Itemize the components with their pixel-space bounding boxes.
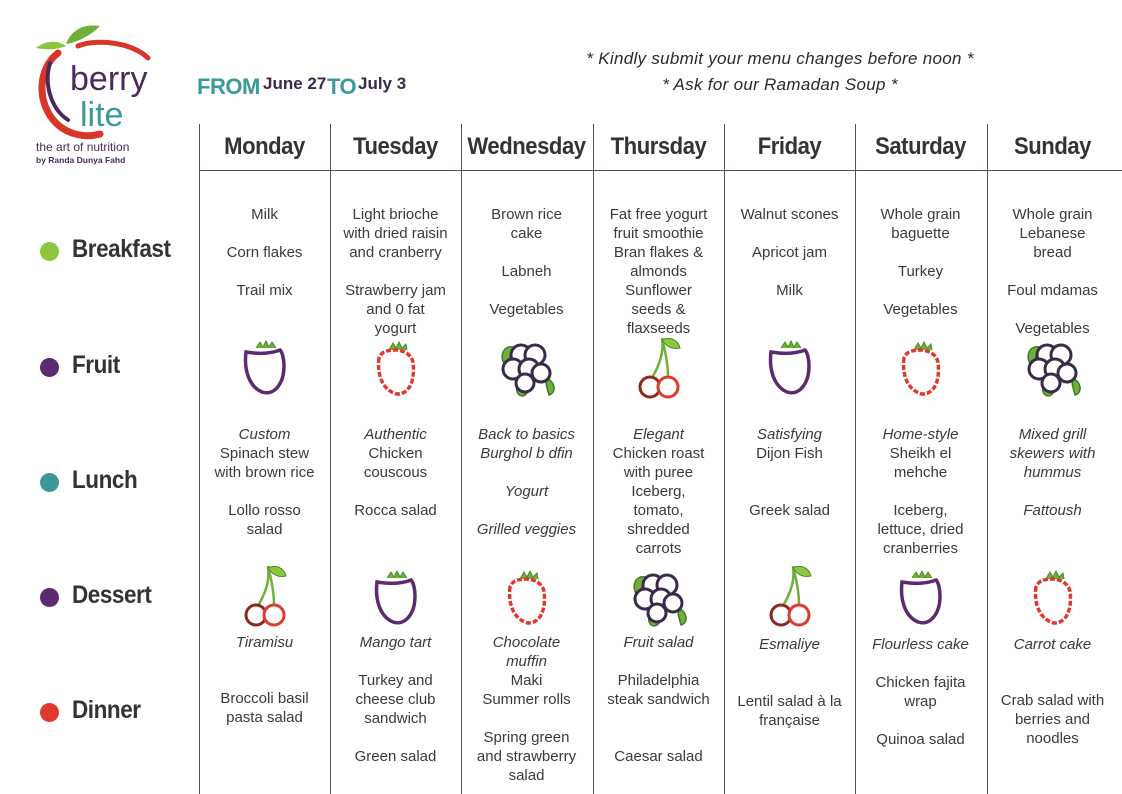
lunch-cell-wednesday <box>461 425 592 539</box>
menu-item-line: Burghol b dfin <box>480 445 573 462</box>
menu-item-line: Sheikh el <box>889 445 952 462</box>
dessert-cell-thursday <box>593 633 724 652</box>
brand-name-berry: berry <box>70 60 148 98</box>
menu-item-line: and 0 fat <box>366 301 425 318</box>
menu-item-line: Vegetables <box>883 301 958 318</box>
menu-item-line: Authentic <box>364 426 427 443</box>
menu-item-line: with dried raisin <box>343 225 448 242</box>
menu-item-line: Lollo rosso <box>228 502 301 519</box>
menu-item-line: pasta salad <box>226 709 303 726</box>
menu-item-line: Quinoa salad <box>876 731 965 748</box>
lunch-cell-monday <box>199 425 330 539</box>
menu-item-line: couscous <box>363 464 428 481</box>
menu-item-line: Satisfying <box>756 426 823 443</box>
cherry-icon <box>765 562 815 633</box>
menu-item-line: Trail mix <box>236 282 293 299</box>
dinner-cell-friday <box>724 692 855 730</box>
meal-label-fruit: Fruit <box>72 351 120 379</box>
to-date: July 3 <box>358 74 407 93</box>
menu-item-line: Turkey <box>897 263 944 280</box>
meal-label-lunch: Lunch <box>72 466 138 494</box>
menu-item-line: cheese club <box>355 691 436 708</box>
fig-icon <box>240 338 290 405</box>
fruit-dot <box>40 358 59 377</box>
spacer <box>724 224 855 243</box>
dessert-dot <box>40 588 59 607</box>
menu-item-line: Summer rolls <box>482 691 571 708</box>
menu-item-line: Dijon Fish <box>756 445 823 462</box>
menu-item-line: française <box>759 712 820 729</box>
raspberry-icon <box>896 338 946 405</box>
day-header-wednesday: Wednesday <box>467 133 586 160</box>
lunch-cell-sunday <box>987 425 1118 520</box>
menu-item-line: Foul mdamas <box>1007 282 1098 299</box>
menu-item-line: Chicken fajita <box>875 674 966 691</box>
blueberry-icon <box>627 565 691 634</box>
lunch-cell-friday <box>724 425 855 520</box>
dinner-cell-monday <box>199 689 330 727</box>
menu-item-line: fruit smoothie <box>613 225 704 242</box>
day-header-monday: Monday <box>224 133 305 160</box>
menu-item-line: Esmaliye <box>759 636 820 653</box>
cherry-icon <box>240 562 290 633</box>
menu-item-line: Chocolate <box>492 634 561 651</box>
spacer <box>199 224 330 243</box>
menu-item-line: with puree <box>623 464 694 481</box>
spacer <box>461 709 592 728</box>
lunch-cell-saturday <box>855 425 986 558</box>
menu-item-line: bread <box>1033 244 1072 261</box>
menu-item-line: Elegant <box>633 426 684 443</box>
spacer <box>461 243 592 262</box>
dinner-cell-thursday <box>593 671 724 766</box>
menu-item-line: Spring green <box>483 729 570 746</box>
breakfast-cell-thursday <box>593 205 724 338</box>
spacer <box>199 262 330 281</box>
menu-item-line: baguette <box>891 225 950 242</box>
menu-item-line: Bran flakes & <box>613 244 704 261</box>
notice-menu-changes: * Kindly submit your menu changes before noon * <box>586 49 974 68</box>
menu-item-line: Sunflower <box>625 282 692 299</box>
menu-item-line: Labneh <box>501 263 552 280</box>
menu-item-line: Caesar salad <box>614 748 703 765</box>
menu-item-line: Fat free yogurt <box>609 206 708 223</box>
menu-item-line: muffin <box>506 653 547 670</box>
menu-item-line: Mango tart <box>359 634 432 651</box>
menu-item-line: mehche <box>893 464 948 481</box>
breakfast-cell-tuesday <box>330 205 461 338</box>
lunch-cell-thursday <box>593 425 724 558</box>
spacer <box>855 711 986 730</box>
day-header-friday: Friday <box>757 133 822 160</box>
day-header-tuesday: Tuesday <box>353 133 438 160</box>
menu-item-line: Whole grain <box>1012 206 1093 223</box>
dinner-cell-wednesday <box>461 671 592 785</box>
spacer <box>855 281 986 300</box>
from-date: June 27 <box>263 74 327 93</box>
day-header-thursday: Thursday <box>610 133 707 160</box>
menu-item-line: steak sandwich <box>607 691 710 708</box>
to-label: TO <box>327 74 357 99</box>
menu-item-line: almonds <box>630 263 687 280</box>
dinner-cell-sunday <box>987 691 1118 748</box>
spacer <box>724 482 855 501</box>
menu-item-line: and strawberry <box>476 748 577 765</box>
menu-item-line: sandwich <box>364 710 427 727</box>
spacer <box>855 243 986 262</box>
menu-item-line: yogurt <box>374 320 417 337</box>
dinner-dot <box>40 703 59 722</box>
menu-item-line: cranberries <box>882 540 959 557</box>
spacer <box>199 482 330 501</box>
spacer <box>593 709 724 728</box>
menu-item-line: flaxseeds <box>626 320 691 337</box>
menu-item-line: hummus <box>1023 464 1082 481</box>
brand-byline: by Randa Dunya Fahd <box>36 155 126 165</box>
breakfast-cell-saturday <box>855 205 986 319</box>
spacer <box>330 728 461 747</box>
blueberry-icon <box>1021 335 1085 404</box>
menu-item-line: Chicken roast <box>612 445 705 462</box>
menu-item-line: Crab salad with <box>1000 692 1105 709</box>
menu-item-line: Tiramisu <box>235 634 294 651</box>
notice-ramadan-soup: * Ask for our Ramadan Soup * <box>662 75 898 94</box>
menu-item-line: Home-style <box>882 426 959 443</box>
menu-item-line: Lentil salad à la <box>737 693 842 710</box>
spacer <box>330 262 461 281</box>
menu-item-line: Milk <box>776 282 803 299</box>
menu-item-line: Brown rice <box>491 206 562 223</box>
spacer <box>461 463 592 482</box>
menu-item-line: and cranberry <box>349 244 442 261</box>
meal-label-dessert: Dessert <box>72 581 152 609</box>
dessert-cell-wednesday <box>461 633 592 671</box>
breakfast-dot <box>40 242 59 261</box>
menu-item-line: Mixed grill <box>1018 426 1087 443</box>
menu-item-line: Rocca salad <box>354 502 437 519</box>
menu-item-line: Vegetables <box>489 301 564 318</box>
menu-item-line: Flourless cake <box>872 636 969 653</box>
lunch-dot <box>40 473 59 492</box>
menu-item-line: cake <box>510 225 543 242</box>
day-header-saturday: Saturday <box>875 133 966 160</box>
fig-icon <box>371 568 421 635</box>
dessert-cell-tuesday <box>330 633 461 652</box>
spacer <box>987 482 1118 501</box>
day-header-sunday: Sunday <box>1014 133 1091 160</box>
spacer <box>724 262 855 281</box>
menu-item-line: Greek salad <box>749 502 830 519</box>
breakfast-cell-wednesday <box>461 205 592 319</box>
menu-item-line: shredded <box>627 521 690 538</box>
menu-item-line: Back to basics <box>478 426 575 443</box>
raspberry-icon <box>371 338 421 405</box>
menu-item-line: Philadelphia <box>617 672 700 689</box>
fig-icon <box>765 338 815 405</box>
menu-item-line: Milk <box>251 206 278 223</box>
menu-item-line: Iceberg, <box>893 502 948 519</box>
menu-item-line: with brown rice <box>214 464 315 481</box>
spacer <box>461 281 592 300</box>
dessert-cell-monday <box>199 633 330 652</box>
blueberry-icon <box>495 335 559 404</box>
menu-item-line: Custom <box>238 426 291 443</box>
menu-item-line: Apricot jam <box>751 244 828 261</box>
breakfast-cell-friday <box>724 205 855 300</box>
menu-item-line: Yogurt <box>504 483 549 500</box>
dessert-cell-friday <box>724 635 855 654</box>
menu-item-line: skewers with <box>1009 445 1096 462</box>
menu-item-line: Green salad <box>354 748 437 765</box>
menu-item-line: Walnut scones <box>740 206 839 223</box>
menu-item-line: Lebanese <box>1019 225 1086 242</box>
brand-name-lite: lite <box>80 96 124 134</box>
from-label: FROM <box>197 74 260 99</box>
menu-item-line: noodles <box>1026 730 1079 747</box>
menu-item-line: Spinach stew <box>219 445 310 462</box>
raspberry-icon <box>1028 567 1078 634</box>
menu-item-line: seeds & <box>631 301 686 318</box>
menu-item-line: Carrot cake <box>1013 636 1092 653</box>
lunch-cell-tuesday <box>330 425 461 520</box>
spacer <box>724 463 855 482</box>
menu-item-line: Light brioche <box>352 206 439 223</box>
dinner-cell-saturday <box>855 673 986 749</box>
menu-item-line: tomato, <box>633 502 684 519</box>
menu-item-line: carrots <box>635 540 682 557</box>
menu-item-line: salad <box>508 767 545 784</box>
breakfast-cell-monday <box>199 205 330 300</box>
spacer <box>987 262 1118 281</box>
menu-item-line: Fattoush <box>1023 502 1082 519</box>
menu-item-line: Iceberg, <box>631 483 686 500</box>
menu-item-line: Maki <box>510 672 543 689</box>
menu-item-line: Vegetables <box>1015 320 1090 337</box>
menu-item-line: lettuce, dried <box>877 521 964 538</box>
brand-tagline: the art of nutrition <box>36 140 130 154</box>
dessert-cell-saturday <box>855 635 986 654</box>
spacer <box>461 501 592 520</box>
meal-label-breakfast: Breakfast <box>72 235 171 263</box>
fig-icon <box>896 568 946 635</box>
spacer <box>855 482 986 501</box>
breakfast-cell-sunday <box>987 205 1118 338</box>
menu-item-line: Fruit salad <box>623 634 694 651</box>
dessert-cell-sunday <box>987 635 1118 654</box>
spacer <box>330 482 461 501</box>
menu-item-line: wrap <box>904 693 937 710</box>
spacer <box>593 728 724 747</box>
menu-item-line: Whole grain <box>880 206 961 223</box>
menu-item-line: Strawberry jam <box>345 282 446 299</box>
spacer <box>987 300 1118 319</box>
menu-item-line: salad <box>246 521 283 538</box>
dinner-cell-tuesday <box>330 671 461 766</box>
cherry-icon <box>634 334 684 405</box>
menu-item-line: Grilled veggies <box>476 521 577 538</box>
meal-label-dinner: Dinner <box>72 696 141 724</box>
menu-item-line: Turkey and <box>358 672 433 689</box>
menu-item-line: Corn flakes <box>226 244 303 261</box>
menu-item-line: Chicken <box>368 445 423 462</box>
raspberry-icon <box>502 567 552 634</box>
header-divider <box>199 170 1122 171</box>
menu-item-line: berries and <box>1014 711 1091 728</box>
menu-item-line: Broccoli basil <box>220 690 309 707</box>
